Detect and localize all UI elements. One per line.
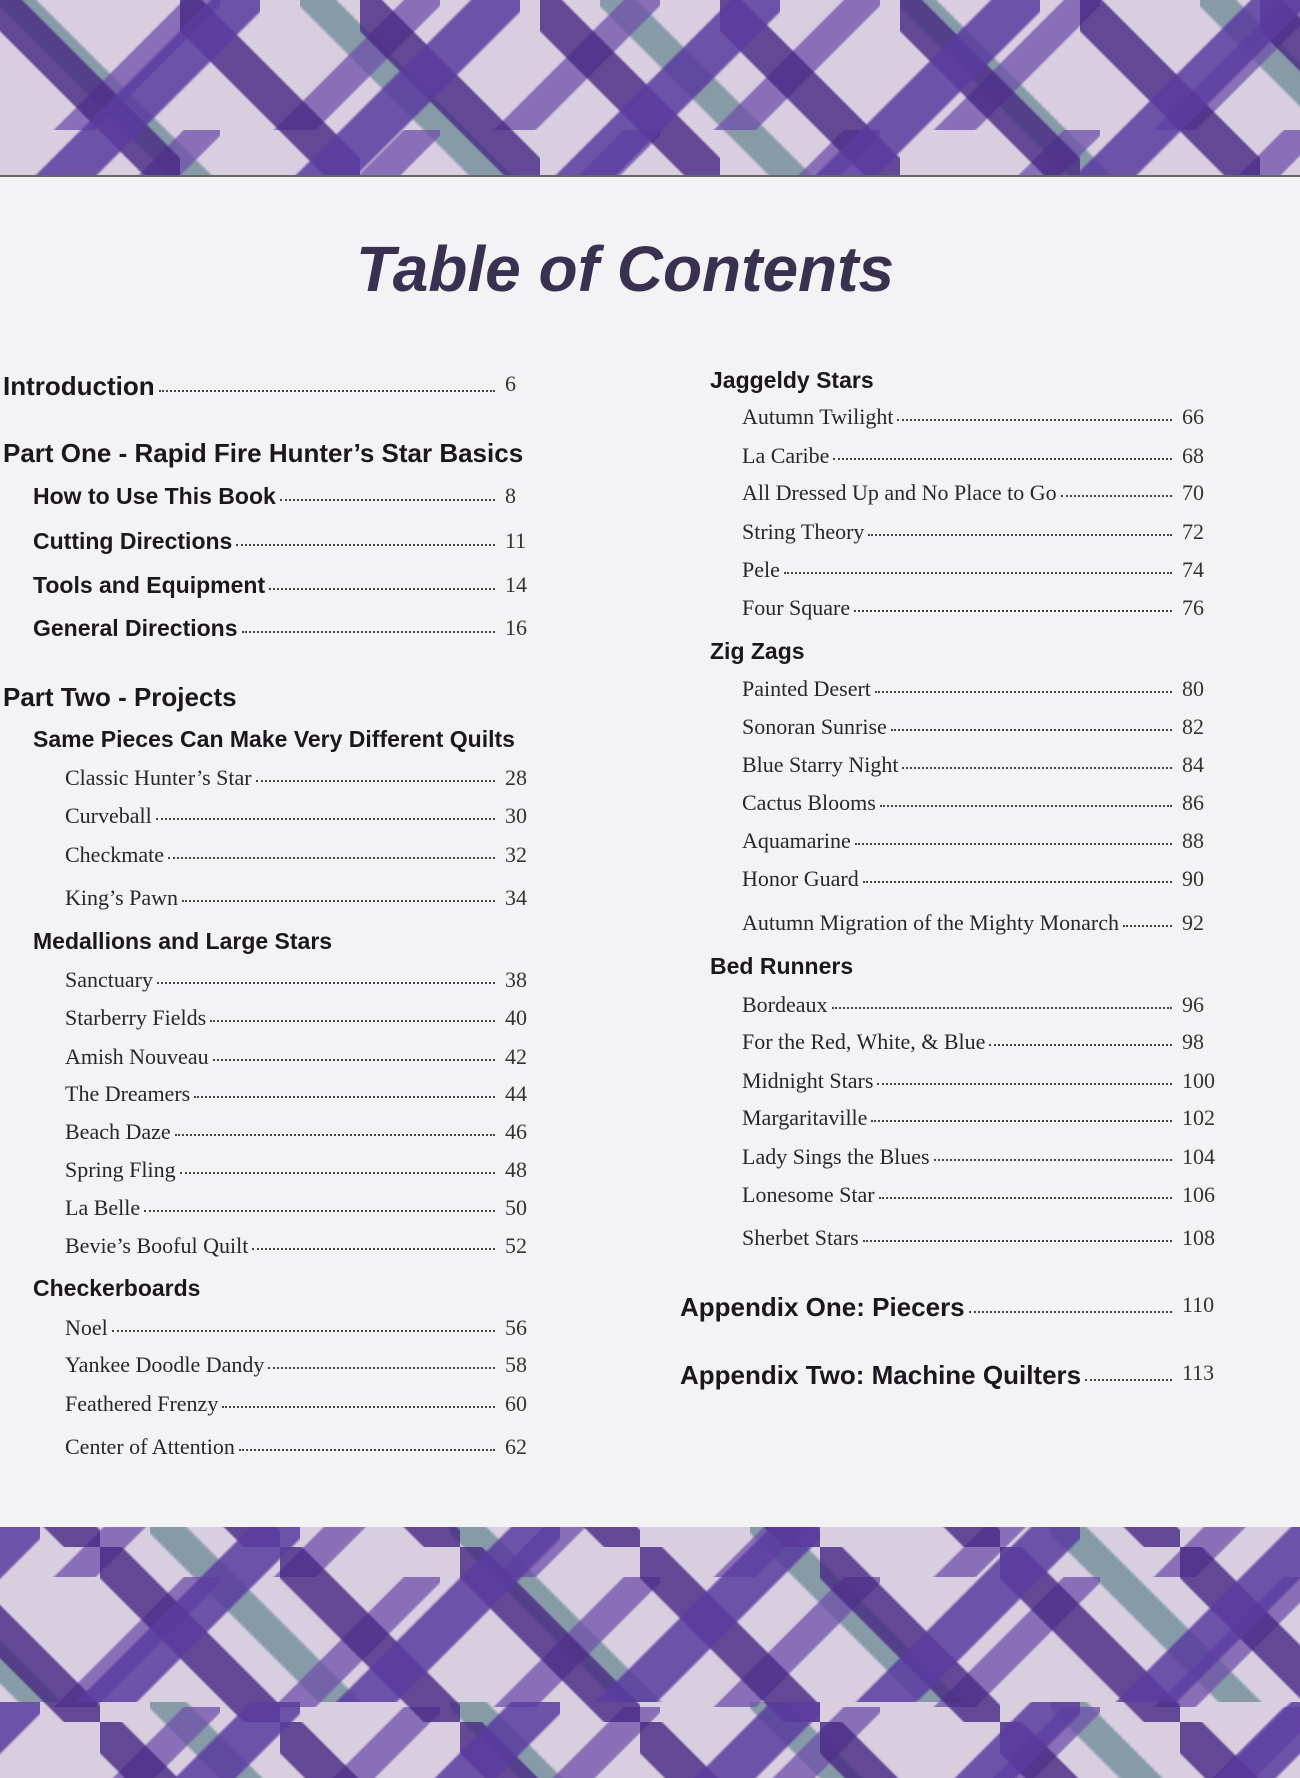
dot-leader [194,1096,495,1098]
toc-page-number: 90 [1182,865,1204,891]
dot-leader [168,857,495,859]
toc-entry-section [710,953,853,980]
toc-entry-title: Same Pieces Can Make Very Different Quilts [33,726,515,753]
toc-entry-item[interactable] [65,1118,527,1145]
toc-entry-title: Margaritaville [742,1105,868,1131]
toc-page-number: 32 [505,841,527,867]
toc-entry-item[interactable] [742,676,1204,702]
dot-leader [868,534,1172,536]
toc-entry-title: Medallions and Large Stars [33,928,333,955]
quilt-banner-top [0,0,1300,177]
toc-entry-title: Painted Desert [742,676,871,702]
toc-entry-title: Jaggeldy Stars [710,366,874,393]
dot-leader [897,419,1172,421]
toc-entry-title: Bordeaux [742,991,828,1017]
dot-leader [863,881,1172,883]
toc-entry-title: Curveball [65,803,152,829]
dot-leader [269,588,495,590]
toc-entry-title: Midnight Stars [742,1067,874,1093]
toc-entry-title: Cactus Blooms [742,789,876,815]
toc-entry-item[interactable] [65,1390,527,1417]
toc-page-number: 92 [1182,909,1204,935]
dot-leader [855,843,1172,845]
toc-entry-appendix[interactable] [680,1360,1215,1391]
dot-leader [252,1248,495,1250]
toc-page-number: 50 [505,1194,527,1220]
toc-entry-item[interactable] [742,865,1204,892]
toc-entry-item[interactable] [65,1233,527,1259]
toc-entry-item[interactable] [742,403,1204,430]
toc-page-number: 74 [1182,557,1204,583]
toc-entry-title: Appendix Two: Machine Quilters [680,1360,1082,1391]
toc-entry-section [710,367,874,394]
toc-entry-item[interactable] [742,1182,1215,1208]
toc-entry-title: All Dressed Up and No Place to Go [742,480,1057,505]
toc-page-number: 42 [505,1043,527,1069]
dot-leader [268,1367,495,1369]
toc-entry-item[interactable] [65,803,527,829]
toc-entry-appendix[interactable] [680,1292,1215,1323]
toc-entry-section [33,928,332,955]
toc-entry-section [33,726,515,753]
toc-page-number: 80 [1182,676,1204,702]
toc-entry-item[interactable] [65,1194,527,1221]
toc-entry-item[interactable] [742,991,1204,1018]
toc-entry-title: How to Use This Book [33,483,276,510]
toc-entry-title: Checkerboards [33,1275,201,1302]
toc-entry-section[interactable] [33,571,527,599]
toc-entry-item[interactable] [65,1352,527,1378]
toc-entry-title: Pele [742,557,780,583]
toc-entry-item[interactable] [742,1029,1204,1055]
dot-leader [880,805,1172,807]
toc-entry-item[interactable] [742,1105,1215,1131]
toc-entry-section[interactable] [33,483,516,510]
dot-leader [182,900,495,902]
toc-page-number: 52 [505,1233,527,1259]
toc-entry-title: Honor Guard [742,865,859,891]
toc-entry-title: Sanctuary [65,966,153,992]
toc-entry-title: Spring Fling [65,1157,176,1183]
toc-entry-title: Bevie’s Booful Quilt [65,1233,249,1259]
toc-page-number: 113 [1182,1360,1215,1386]
toc-entry-title: Appendix One: Piecers [680,1292,965,1323]
toc-page-number: 82 [1182,713,1204,739]
toc-page-number: 104 [1182,1143,1215,1169]
dot-leader [239,1449,495,1451]
toc-entry-item[interactable] [742,594,1204,621]
toc-page-number: 14 [505,571,527,597]
dot-leader [989,1044,1172,1046]
toc-page-number: 100 [1182,1067,1215,1093]
toc-entry-title: Feathered Frenzy [65,1390,219,1416]
dot-leader [159,390,495,392]
dot-leader [213,1059,495,1061]
toc-entry-item[interactable] [65,1314,527,1341]
toc-entry-section [710,638,805,665]
toc-entry-item[interactable] [65,1157,527,1183]
toc-entry-title: Blue Starry Night [742,752,899,778]
dot-leader [969,1311,1172,1313]
toc-entry-title: La Belle [65,1194,141,1220]
toc-page-number: 68 [1182,442,1204,468]
toc-page-number: 48 [505,1157,527,1183]
toc-entry-title: General Directions [33,614,238,641]
dot-leader [871,1120,1172,1122]
toc-entry-section[interactable] [33,614,527,642]
dot-leader [180,1172,495,1174]
toc-page-number: 102 [1182,1105,1215,1131]
toc-entry-item[interactable] [742,480,1204,506]
toc-entry-title: Introduction [3,371,155,402]
dot-leader [242,631,495,633]
quilt-banner-bottom [0,1527,1300,1778]
toc-page-number: 72 [1182,518,1204,544]
toc-entry-title: Bed Runners [710,953,854,980]
toc-entry-item[interactable] [742,752,1204,778]
dot-leader [934,1159,1172,1161]
dot-leader [879,1197,1172,1199]
toc-page-number: 38 [505,966,527,992]
toc-entry-part [3,438,523,469]
dot-leader [875,691,1172,693]
toc-page-number: 8 [505,483,516,509]
toc-entry-title: Noel [65,1314,108,1340]
dot-leader [175,1134,495,1136]
dot-leader [222,1406,495,1408]
toc-entry-title: Lonesome Star [742,1182,875,1208]
dot-leader [236,544,495,546]
dot-leader [1123,925,1172,927]
toc-entry-title: Amish Nouveau [65,1043,209,1069]
page-title: Table of Contents [355,233,895,305]
toc-entry-item[interactable] [742,909,1204,936]
toc-entry-item[interactable] [65,1434,527,1460]
dot-leader [863,1240,1172,1242]
toc-entry-item[interactable] [65,1081,527,1107]
toc-page-number: 34 [505,884,527,910]
toc-page-number: 60 [505,1390,527,1416]
toc-entry-title: Beach Daze [65,1118,171,1144]
dot-leader [854,610,1172,612]
dot-leader [144,1210,495,1212]
toc-page-number: 56 [505,1314,527,1340]
toc-entry-item[interactable] [65,1005,527,1031]
toc-page-number: 6 [505,371,516,397]
toc-page-number: 86 [1182,789,1204,815]
dot-leader [157,982,495,984]
toc-page-number: 88 [1182,828,1204,854]
toc-entry-title: King’s Pawn [65,884,179,910]
toc-entry-title: Sherbet Stars [742,1225,859,1251]
toc-entry-title: Cutting Directions [33,527,233,554]
toc-entry-item[interactable] [742,442,1204,469]
toc-entry-title: Yankee Doodle Dandy [65,1352,265,1378]
toc-page-number: 98 [1182,1029,1204,1055]
dot-leader [877,1083,1172,1085]
toc-entry-section [33,1275,200,1302]
toc-page-number: 70 [1182,480,1204,505]
dot-leader [784,572,1172,574]
toc-entry-title: Autumn Migration of the Mighty Monarch [742,909,1120,935]
toc-entry-item[interactable] [65,884,527,911]
toc-entry-title: The Dreamers [65,1081,191,1107]
toc-page-number: 11 [505,527,527,553]
toc-page-number: 96 [1182,991,1204,1017]
toc-page-number: 66 [1182,403,1204,429]
toc-entry-title: La Caribe [742,442,830,468]
toc-entry-title: Classic Hunter’s Star [65,764,252,790]
toc-entry-part [3,682,237,713]
toc-entry-item[interactable] [742,789,1204,816]
toc-page-number: 30 [505,803,527,829]
dot-leader [832,1007,1172,1009]
toc-entry-item[interactable] [742,1067,1215,1094]
toc-entry-item[interactable] [742,1225,1215,1251]
toc-page-number: 40 [505,1005,527,1031]
toc-page-number: 76 [1182,594,1204,620]
toc-entry-section[interactable] [33,527,527,555]
toc-page-number: 44 [505,1081,527,1107]
dot-leader [1061,495,1172,497]
dot-leader [833,458,1172,460]
dot-leader [256,780,495,782]
toc-entry-title: Starberry Fields [65,1005,207,1031]
dot-leader [156,818,495,820]
dot-leader [210,1020,495,1022]
toc-entry-title: For the Red, White, & Blue [742,1029,986,1055]
toc-page-number: 58 [505,1352,527,1378]
toc-page-number: 106 [1182,1182,1215,1208]
toc-page-number: 84 [1182,752,1204,778]
toc-entry-title: Part One - Rapid Fire Hunter’s Star Basics [3,438,524,469]
toc-entry-title: Sonoran Sunrise [742,713,887,739]
toc-page-number: 28 [505,764,527,790]
toc-page-number: 46 [505,1118,527,1144]
toc-entry-item[interactable] [742,557,1204,583]
toc-entry-item[interactable] [742,518,1204,545]
dot-leader [280,499,495,501]
dot-leader [891,729,1172,731]
toc-entry-item[interactable] [65,764,527,791]
toc-page-number: 110 [1182,1292,1215,1318]
toc-entry-item[interactable] [65,1043,527,1070]
toc-entry-title: Zig Zags [710,637,805,664]
toc-entry-item[interactable] [742,828,1204,854]
dot-leader [1085,1379,1172,1381]
toc-entry-title: Four Square [742,594,851,620]
toc-entry-title: Part Two - Projects [3,681,237,712]
toc-entry-title: Aquamarine [742,828,851,854]
toc-entry-item[interactable] [742,713,1204,740]
toc-entry-title: Center of Attention [65,1434,235,1460]
toc-entry-item[interactable] [742,1143,1215,1170]
toc-entry-title: Checkmate [65,841,164,867]
toc-entry-title: Tools and Equipment [33,571,266,598]
toc-entry-title: String Theory [742,518,865,544]
toc-entry-part[interactable] [3,371,516,402]
toc-page-number: 16 [505,614,527,640]
toc-page-number: 62 [505,1434,527,1460]
toc-entry-item[interactable] [65,841,527,868]
toc-entry-title: Autumn Twilight [742,403,894,429]
toc-page-number: 108 [1182,1225,1215,1251]
toc-entry-title: Lady Sings the Blues [742,1143,930,1169]
dot-leader [112,1330,495,1332]
dot-leader [902,767,1172,769]
toc-entry-item[interactable] [65,966,527,993]
